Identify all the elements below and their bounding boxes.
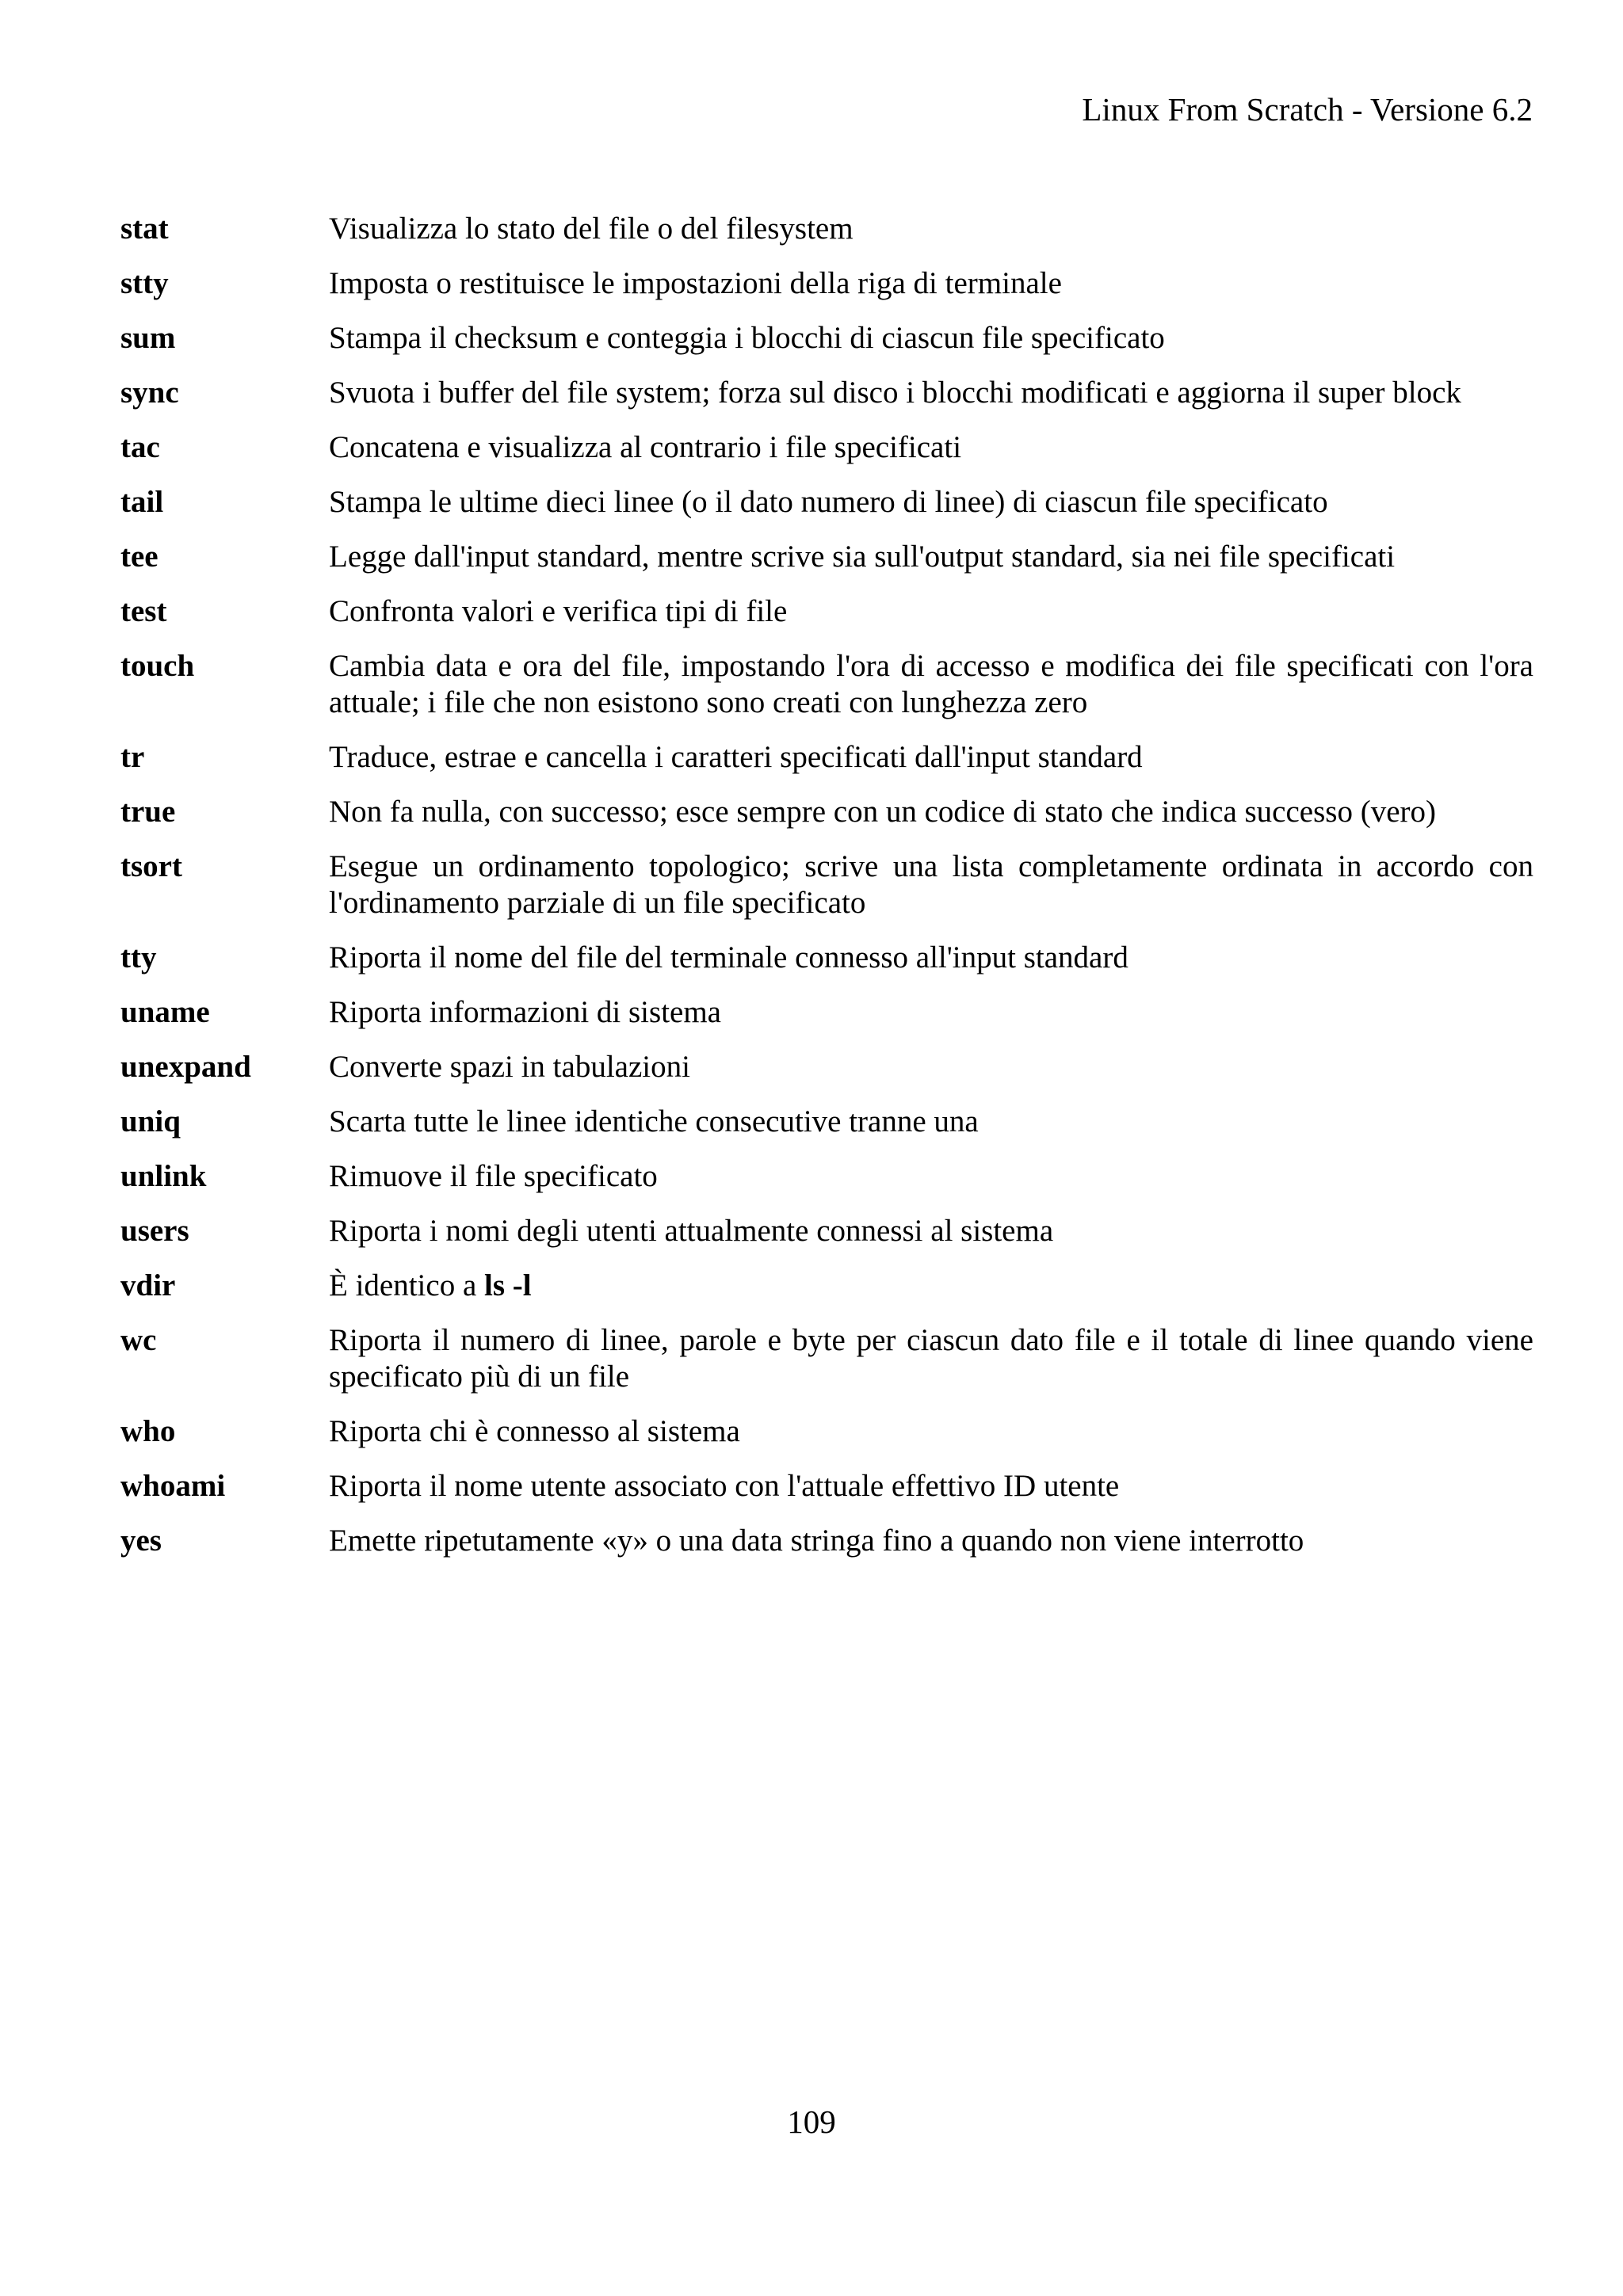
- list-item: [120, 593, 1533, 630]
- command-name: sync: [120, 376, 179, 410]
- list-item: [120, 1523, 1533, 1559]
- list-item: [120, 429, 1533, 466]
- command-description: Riporta il nome del file del terminale connesso all'input standard: [329, 940, 1128, 974]
- list-item: [120, 211, 1533, 247]
- command-description: Emette ripetutamente «y» o una data stringa fino a quando non viene interrotto: [329, 1524, 1304, 1558]
- inline-command: ls -l: [484, 1268, 532, 1302]
- command-name: true: [120, 795, 176, 829]
- command-description: Stampa il checksum e conteggia i blocchi di ciascun file specificato: [329, 321, 1165, 355]
- list-item: [120, 539, 1533, 575]
- list-item: [120, 1104, 1533, 1140]
- command-description: Confronta valori e verifica tipi di file: [329, 594, 788, 628]
- command-description: Concatena e visualizza al contrario i file specificati: [329, 430, 962, 464]
- list-item: [120, 648, 1533, 721]
- command-name: tsort: [120, 849, 182, 883]
- running-header: Linux From Scratch - Versione 6.2: [1082, 91, 1533, 128]
- command-description: Imposta o restituisce le impostazioni della riga di terminale: [329, 266, 1062, 300]
- command-description: Scarta tutte le linee identiche consecutive tranne una: [329, 1104, 979, 1138]
- list-item: [120, 320, 1533, 357]
- command-description-list: [120, 211, 1533, 1577]
- command-name: vdir: [120, 1268, 176, 1302]
- command-name: tail: [120, 485, 164, 519]
- command-description: Legge dall'input standard, mentre scrive sia sull'output standard, sia nei file specificati: [329, 540, 1396, 574]
- list-item: [120, 739, 1533, 776]
- command-description: Converte spazi in tabulazioni: [329, 1050, 690, 1084]
- command-description: Stampa le ultime dieci linee (o il dato numero di linee) di ciascun file specificato: [329, 485, 1328, 519]
- command-description: Esegue un ordinamento topologico; scrive una lista completamente ordinata in accordo con l'ordinamento parziale di un file specificato: [329, 849, 1533, 920]
- command-description: Riporta il nome utente associato con l'attuale effettivo ID utente: [329, 1469, 1120, 1503]
- list-item: [120, 1049, 1533, 1085]
- command-name: tr: [120, 740, 145, 774]
- command-name: touch: [120, 649, 195, 683]
- command-name: wc: [120, 1323, 157, 1357]
- list-item: [120, 940, 1533, 976]
- command-description: Traduce, estrae e cancella i caratteri specificati dall'input standard: [329, 740, 1143, 774]
- command-name: sum: [120, 321, 176, 355]
- list-item: [120, 1413, 1533, 1450]
- command-description: Svuota i buffer del file system; forza sul disco i blocchi modificati e aggiorna il super block: [329, 376, 1461, 410]
- command-description: Rimuove il file specificato: [329, 1159, 658, 1193]
- list-item: [120, 849, 1533, 921]
- page-number: 109: [787, 2103, 836, 2140]
- command-name: uname: [120, 995, 210, 1029]
- list-item: [120, 1268, 1533, 1304]
- command-name: yes: [120, 1524, 162, 1558]
- command-name: stat: [120, 212, 169, 246]
- command-name: who: [120, 1414, 176, 1448]
- list-item: [120, 484, 1533, 521]
- command-name: tac: [120, 430, 160, 464]
- command-name: unexpand: [120, 1050, 251, 1084]
- list-item: [120, 1158, 1533, 1195]
- command-name: test: [120, 594, 167, 628]
- command-description: Riporta chi è connesso al sistema: [329, 1414, 740, 1448]
- command-description: Riporta i nomi degli utenti attualmente connessi al sistema: [329, 1214, 1054, 1248]
- command-name: tty: [120, 940, 157, 974]
- command-description: Riporta il numero di linee, parole e byte per ciascun dato file e il totale di linee quando viene specificato più di un file: [329, 1323, 1533, 1394]
- command-description: Visualizza lo stato del file o del filesystem: [329, 212, 854, 246]
- command-description: Riporta informazioni di sistema: [329, 995, 721, 1029]
- command-name: whoami: [120, 1469, 226, 1503]
- list-item: [120, 375, 1533, 411]
- list-item: [120, 1322, 1533, 1395]
- command-description: Non fa nulla, con successo; esce sempre con un codice di stato che indica successo (vero): [329, 795, 1436, 829]
- command-name: stty: [120, 266, 169, 300]
- command-description: Cambia data e ora del file, impostando l'ora di accesso e modifica dei file specificati con l'ora attuale; i file che non esistono sono creati con lunghezza zero: [329, 649, 1533, 719]
- list-item: [120, 794, 1533, 830]
- list-item: [120, 994, 1533, 1031]
- list-item: [120, 265, 1533, 302]
- command-name: uniq: [120, 1104, 181, 1138]
- command-name: unlink: [120, 1159, 207, 1193]
- description-text: È identico a: [329, 1268, 485, 1302]
- list-item: [120, 1213, 1533, 1249]
- command-name: users: [120, 1214, 189, 1248]
- list-item: [120, 1468, 1533, 1505]
- command-description: [329, 1268, 1533, 1304]
- command-name: tee: [120, 540, 158, 574]
